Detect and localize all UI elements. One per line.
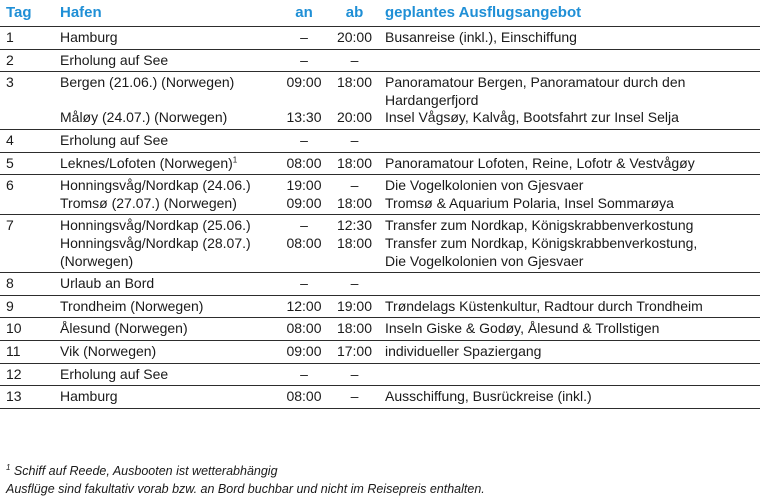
port-cell <box>54 175 278 215</box>
header-arrival: an <box>278 0 330 27</box>
departure-cell <box>330 175 379 215</box>
port-cell: Erholung auf See <box>54 363 278 386</box>
footnote-1 <box>6 462 485 480</box>
arrival-2807: 08:00 <box>286 234 322 251</box>
departure-cell <box>330 72 379 130</box>
arrival-cell: 12:00 <box>278 295 330 318</box>
arrival-cell: – <box>278 27 330 50</box>
arrival-cell <box>278 175 330 215</box>
table-row <box>0 318 760 341</box>
port-cell: Hamburg <box>54 386 278 409</box>
excursion-cell <box>379 72 760 130</box>
table-header-row <box>0 0 760 27</box>
footnote-marker: 1 <box>232 154 238 164</box>
departure-cell: – <box>330 129 379 152</box>
day-cell: 8 <box>0 273 54 296</box>
port-cell: Ålesund (Norwegen) <box>54 318 278 341</box>
excursion-2506: Transfer zum Nordkap, Königskrabbenverkostung <box>385 217 694 234</box>
table-row <box>0 363 760 386</box>
excursion-honningsvag: Die Vogelkolonien von Gjesvaer <box>385 177 584 194</box>
port-cell: Erholung auf See <box>54 129 278 152</box>
day-cell: 10 <box>0 318 54 341</box>
table-row <box>0 215 760 273</box>
arrival-cell: 08:00 <box>278 152 330 175</box>
arrival-honningsvag: 19:00 <box>286 177 322 194</box>
excursion-cell <box>379 129 760 152</box>
departure-cell: – <box>330 49 379 72</box>
table-row <box>0 273 760 296</box>
day-cell: 2 <box>0 49 54 72</box>
departure-2506: 12:30 <box>336 217 373 234</box>
excursion-cell <box>379 49 760 72</box>
day-cell: 12 <box>0 363 54 386</box>
table-row <box>0 27 760 50</box>
port-cell: Trondheim (Norwegen) <box>54 295 278 318</box>
port-leknes: Leknes/Lofoten (Norwegen) <box>60 154 233 171</box>
excursion-cell <box>379 175 760 215</box>
departure-bergen: 18:00 <box>336 74 373 91</box>
departure-cell: – <box>330 363 379 386</box>
arrival-cell <box>278 215 330 273</box>
port-maloy: Måløy (24.07.) (Norwegen) <box>60 109 228 126</box>
excursion-2807-line1: Transfer zum Nordkap, Königskrabbenverkostung, <box>385 234 698 251</box>
arrival-cell: 08:00 <box>278 318 330 341</box>
excursion-cell: individueller Spaziergang <box>379 340 760 363</box>
departure-cell: 17:00 <box>330 340 379 363</box>
excursion-cell <box>379 273 760 296</box>
port-cell: Hamburg <box>54 27 278 50</box>
excursion-cell: Busanreise (inkl.), Einschiffung <box>379 27 760 50</box>
excursion-cell: Ausschiffung, Busrückreise (inkl.) <box>379 386 760 409</box>
excursion-cell <box>379 215 760 273</box>
header-departure: ab <box>330 0 379 27</box>
footnote-2: Ausflüge sind fakultativ vorab bzw. an Bord buchbar und nicht im Reisepreis enthalten. <box>6 482 485 496</box>
departure-cell: – <box>330 273 379 296</box>
table-row <box>0 295 760 318</box>
day-cell: 9 <box>0 295 54 318</box>
departure-2807: 18:00 <box>336 234 373 251</box>
port-cell <box>54 152 278 175</box>
table-row <box>0 129 760 152</box>
arrival-cell: 09:00 <box>278 340 330 363</box>
arrival-cell: – <box>278 363 330 386</box>
arrival-cell: – <box>278 129 330 152</box>
arrival-tromso: 09:00 <box>286 194 322 211</box>
departure-maloy: 20:00 <box>336 109 373 126</box>
departure-cell: 20:00 <box>330 27 379 50</box>
port-honningsvag-2807-country: (Norwegen) <box>60 252 134 269</box>
port-cell <box>54 72 278 130</box>
arrival-cell <box>278 72 330 130</box>
departure-tromso: 18:00 <box>336 194 373 211</box>
port-bergen: Bergen (21.06.) (Norwegen) <box>60 74 235 91</box>
header-day: Tag <box>0 0 54 27</box>
port-tromso: Tromsø (27.07.) (Norwegen) <box>60 194 237 211</box>
departure-cell: 19:00 <box>330 295 379 318</box>
day-cell: 5 <box>0 152 54 175</box>
day-cell: 3 <box>0 72 54 130</box>
table-row <box>0 152 760 175</box>
excursion-bergen-line1: Panoramatour Bergen, Panoramatour durch den <box>385 74 686 91</box>
table-row <box>0 175 760 215</box>
excursion-cell: Trøndelags Küstenkultur, Radtour durch Trondheim <box>379 295 760 318</box>
excursion-tromso: Tromsø & Aquarium Polaria, Insel Sommarøya <box>385 194 674 211</box>
departure-cell: 18:00 <box>330 318 379 341</box>
excursion-maloy: Insel Vågsøy, Kalvåg, Bootsfahrt zur Insel Selja <box>385 109 679 126</box>
excursion-bergen-line2: Hardangerfjord <box>385 91 479 108</box>
day-cell: 7 <box>0 215 54 273</box>
arrival-2506: – <box>300 217 308 234</box>
port-honningsvag-2807: Honningsvåg/Nordkap (28.07.) <box>60 234 251 251</box>
table-row <box>0 340 760 363</box>
port-cell: Erholung auf See <box>54 49 278 72</box>
port-cell <box>54 215 278 273</box>
port-cell: Vik (Norwegen) <box>54 340 278 363</box>
day-cell: 13 <box>0 386 54 409</box>
footnotes <box>6 462 485 498</box>
arrival-maloy: 13:30 <box>286 109 322 126</box>
table-row <box>0 386 760 409</box>
day-cell: 1 <box>0 27 54 50</box>
departure-honningsvag: – <box>350 177 359 194</box>
port-honningsvag-2506: Honningsvåg/Nordkap (25.06.) <box>60 217 251 234</box>
departure-cell <box>330 215 379 273</box>
port-honningsvag: Honningsvåg/Nordkap (24.06.) <box>60 177 251 194</box>
day-cell: 11 <box>0 340 54 363</box>
departure-cell: 18:00 <box>330 152 379 175</box>
table-row <box>0 49 760 72</box>
day-cell: 6 <box>0 175 54 215</box>
footnote-1-marker: 1 <box>6 462 11 472</box>
excursion-cell: Inseln Giske & Godøy, Ålesund & Trollstigen <box>379 318 760 341</box>
header-excursion: geplantes Ausflugsangebot <box>379 0 760 27</box>
header-port: Hafen <box>54 0 278 27</box>
excursion-2807-line2: Die Vogelkolonien von Gjesvaer <box>385 252 584 269</box>
departure-cell: – <box>330 386 379 409</box>
arrival-bergen: 09:00 <box>286 74 322 91</box>
footnote-1-text: Schiff auf Reede, Ausbooten ist wetterabhängig <box>10 464 278 478</box>
day-cell: 4 <box>0 129 54 152</box>
table-row <box>0 72 760 130</box>
arrival-cell: 08:00 <box>278 386 330 409</box>
arrival-cell: – <box>278 49 330 72</box>
excursion-cell <box>379 363 760 386</box>
excursion-cell: Panoramatour Lofoten, Reine, Lofotr & Vestvågøy <box>379 152 760 175</box>
port-cell: Urlaub an Bord <box>54 273 278 296</box>
arrival-cell: – <box>278 273 330 296</box>
